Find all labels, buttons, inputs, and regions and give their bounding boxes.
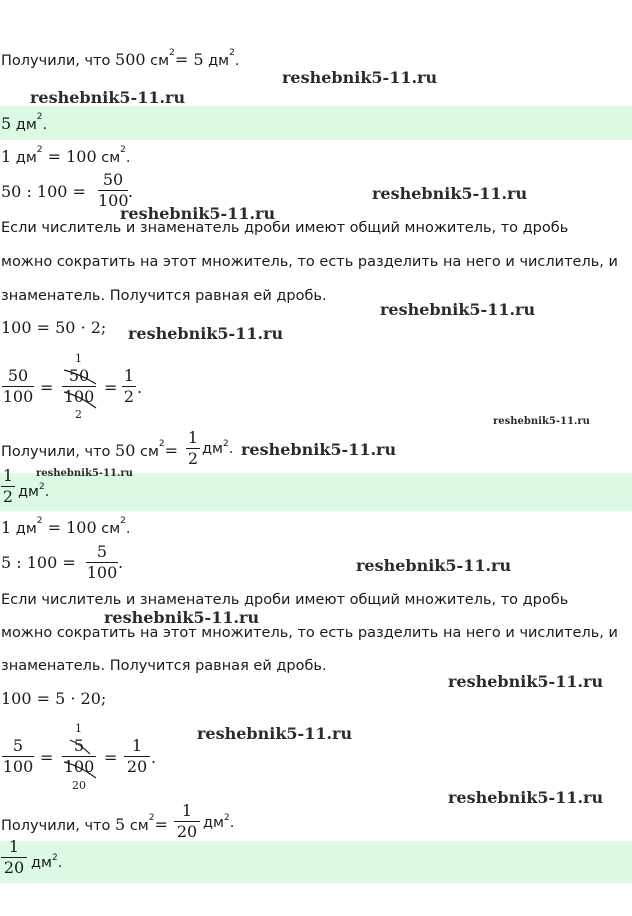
- period: .: [137, 378, 143, 397]
- result-unit: $дм^2$.: [202, 439, 234, 457]
- division-expression: 5 : 100 =: [1, 553, 76, 572]
- period: .: [151, 748, 157, 767]
- result-unit: $дм^2$.: [203, 813, 235, 831]
- conversion-line: 1 $дм^2 = 100$ $см^2$.: [1, 516, 131, 537]
- answer-unit: $дм^2$.: [31, 853, 63, 871]
- result-line: Получили, что 500 $см^2= 5$ $дм^2$.: [1, 48, 240, 69]
- cancel-strike-marks: [60, 366, 100, 410]
- division-fraction: 5 100: [86, 542, 118, 582]
- conversion-line: 1 $дм^2 = 100$ $см^2$.: [1, 145, 131, 166]
- equals-sign: =: [40, 378, 54, 397]
- rule-text: можно сократить на этот множитель, то есть разделить на него и числитель, и: [1, 254, 618, 270]
- result-fraction: 1 2: [187, 428, 199, 468]
- division-expression: 50 : 100 =: [1, 182, 86, 201]
- answer-unit: $дм^2$.: [18, 482, 50, 500]
- rule-text: Если числитель и знаменатель дроби имеют общий множитель, то дробь: [1, 220, 569, 236]
- answer-fraction: 1 2: [2, 466, 14, 506]
- period: .: [118, 553, 124, 572]
- watermark: reshebnik5-11.ru: [448, 672, 604, 691]
- fraction-numerator: 50: [102, 170, 124, 189]
- rule-text: знаменатель. Получится равная ей дробь.: [1, 288, 327, 304]
- watermark: reshebnik5-11.ru: [30, 88, 186, 107]
- watermark: reshebnik5-11.ru: [241, 440, 397, 459]
- factorization: 100 = 50 · 2;: [1, 318, 107, 337]
- watermark: reshebnik5-11.ru: [197, 724, 353, 743]
- answer-highlight: [0, 106, 632, 140]
- result-line: Получили, что 5 $см^2=$: [1, 813, 168, 834]
- cancel-bottom-number: 20: [72, 779, 86, 792]
- watermark: reshebnik5-11.ru: [493, 416, 590, 427]
- answer-highlight: [0, 841, 632, 883]
- watermark: reshebnik5-11.ru: [356, 556, 512, 575]
- watermark: reshebnik5-11.ru: [380, 300, 536, 319]
- result-fraction: 1 20: [174, 801, 200, 842]
- equals-sign: =: [104, 748, 118, 767]
- reduction-fraction: 5 100: [2, 736, 34, 776]
- fraction-denominator: 100: [98, 191, 129, 210]
- period: .: [128, 182, 134, 201]
- watermark: reshebnik5-11.ru: [372, 184, 528, 203]
- factorization: 100 = 5 · 20;: [1, 689, 107, 708]
- answer-line: 5 $дм^2$.: [1, 112, 48, 133]
- rule-text: Если числитель и знаменатель дроби имеют общий множитель, то дробь: [1, 592, 569, 608]
- watermark: reshebnik5-11.ru: [448, 788, 604, 807]
- equals-sign: =: [40, 748, 54, 767]
- rule-text: можно сократить на этот множитель, то есть разделить на него и числитель, и: [1, 625, 618, 641]
- rule-text: знаменатель. Получится равная ей дробь.: [1, 658, 327, 674]
- watermark: reshebnik5-11.ru: [36, 468, 133, 479]
- equals-sign: =: [104, 378, 118, 397]
- result-line: Получили, что 50 $см^2=$: [1, 439, 179, 460]
- cancel-bottom-number: 2: [75, 408, 82, 421]
- result-fraction: 1 20: [124, 736, 150, 777]
- answer-fraction: 1 20: [1, 837, 27, 878]
- watermark: reshebnik5-11.ru: [128, 324, 284, 343]
- watermark: reshebnik5-11.ru: [104, 608, 260, 627]
- result-fraction: 1 2: [123, 366, 135, 406]
- reduction-fraction: 50 100: [2, 366, 34, 406]
- cancel-top-number: 1: [75, 722, 82, 735]
- cancelled-fraction: 50 100: [63, 366, 95, 406]
- cancel-top-number: 1: [75, 352, 82, 365]
- cancel-strike-marks: [60, 736, 100, 780]
- cancelled-fraction: 5 100: [63, 736, 95, 776]
- watermark: reshebnik5-11.ru: [282, 68, 438, 87]
- watermark: reshebnik5-11.ru: [120, 204, 276, 223]
